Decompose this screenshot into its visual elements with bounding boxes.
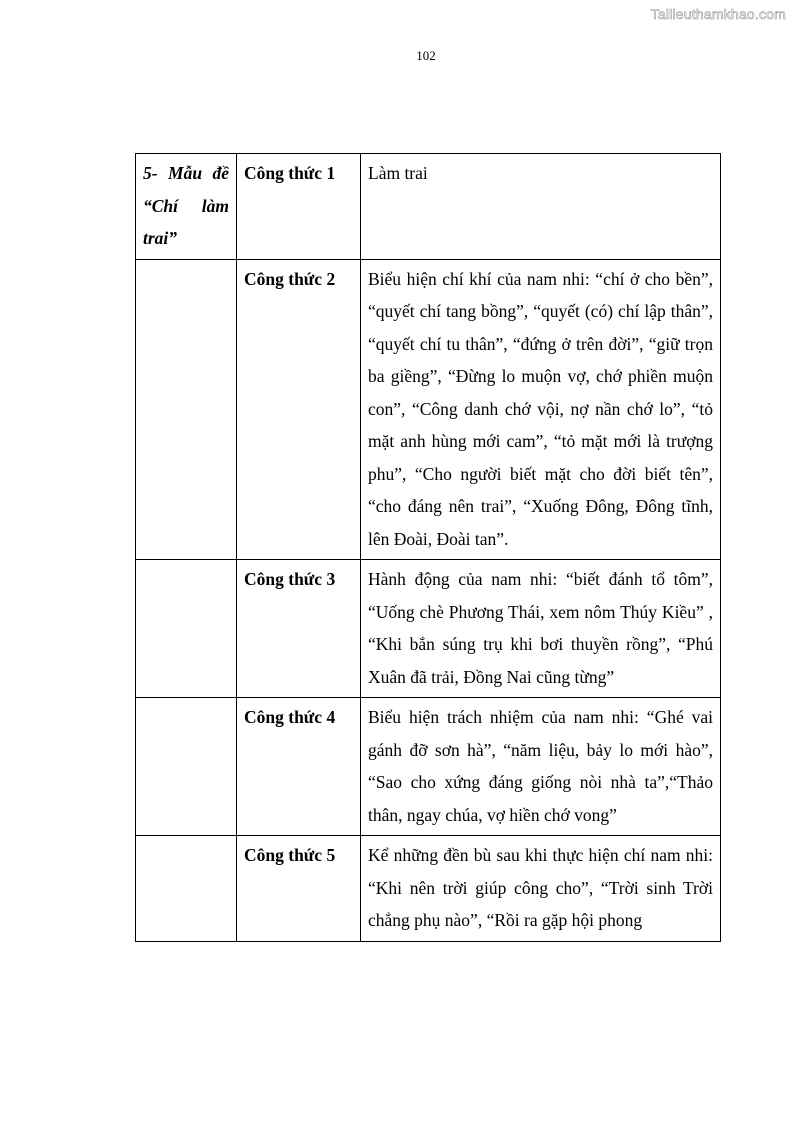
table-row bbox=[136, 154, 721, 260]
empty-topic-cell bbox=[136, 698, 237, 836]
formula-label: Công thức 1 bbox=[237, 154, 361, 260]
watermark: Tailieuthamkhao.com bbox=[650, 6, 786, 22]
formula-table bbox=[135, 153, 721, 942]
table-row bbox=[136, 259, 721, 560]
empty-topic-cell bbox=[136, 259, 237, 560]
formula-label: Công thức 3 bbox=[237, 560, 361, 698]
formula-content: Biểu hiện chí khí của nam nhi: “chí ở cho bền”, “quyết chí tang bồng”, “quyết (có) chí lập thân”, “quyết chí tu thân”, “đứng ở trên đời”, “giữ trọn ba giềng”, “Đừng lo muộn vợ, chớ phiền muộn con”, “Công danh chớ vội, nợ nần chớ lo”, “tỏ mặt anh hùng mới cam”, “tỏ mặt mới là trượng phu”, “Cho người biết mặt cho đời biết tên”, “cho đáng nên trai”, “Xuống Đông, Đông tĩnh, lên Đoài, Đoài tan”. bbox=[361, 259, 721, 560]
table-row bbox=[136, 560, 721, 698]
page-number: 102 bbox=[416, 48, 436, 63]
formula-label: Công thức 2 bbox=[237, 259, 361, 560]
formula-content: Làm trai bbox=[361, 154, 721, 260]
formula-content: Biểu hiện trách nhiệm của nam nhi: “Ghé vai gánh đỡ sơn hà”, “năm liệu, bảy lo mới hào”, “Sao cho xứng đáng giống nòi nhà ta”,“Thảo thân, ngay chúa, vợ hiền chớ vong” bbox=[361, 698, 721, 836]
formula-content: Kể những đền bù sau khi thực hiện chí nam nhi: “Khi nên trời giúp công cho”, “Trời sinh Trời chẳng phụ nào”, “Rồi ra gặp hội phong bbox=[361, 836, 721, 942]
formula-label: Công thức 4 bbox=[237, 698, 361, 836]
table-row bbox=[136, 836, 721, 942]
table-row bbox=[136, 698, 721, 836]
formula-label: Công thức 5 bbox=[237, 836, 361, 942]
formula-content: Hành động của nam nhi: “biết đánh tổ tôm”, “Uống chè Phương Thái, xem nôm Thúy Kiều” , “Khi bắn súng trụ khi bơi thuyền rồng”, “Phú Xuân đã trải, Đồng Nai cũng từng” bbox=[361, 560, 721, 698]
empty-topic-cell bbox=[136, 560, 237, 698]
topic-cell: 5- Mẫu đề “Chí làm trai” bbox=[136, 154, 237, 260]
empty-topic-cell bbox=[136, 836, 237, 942]
